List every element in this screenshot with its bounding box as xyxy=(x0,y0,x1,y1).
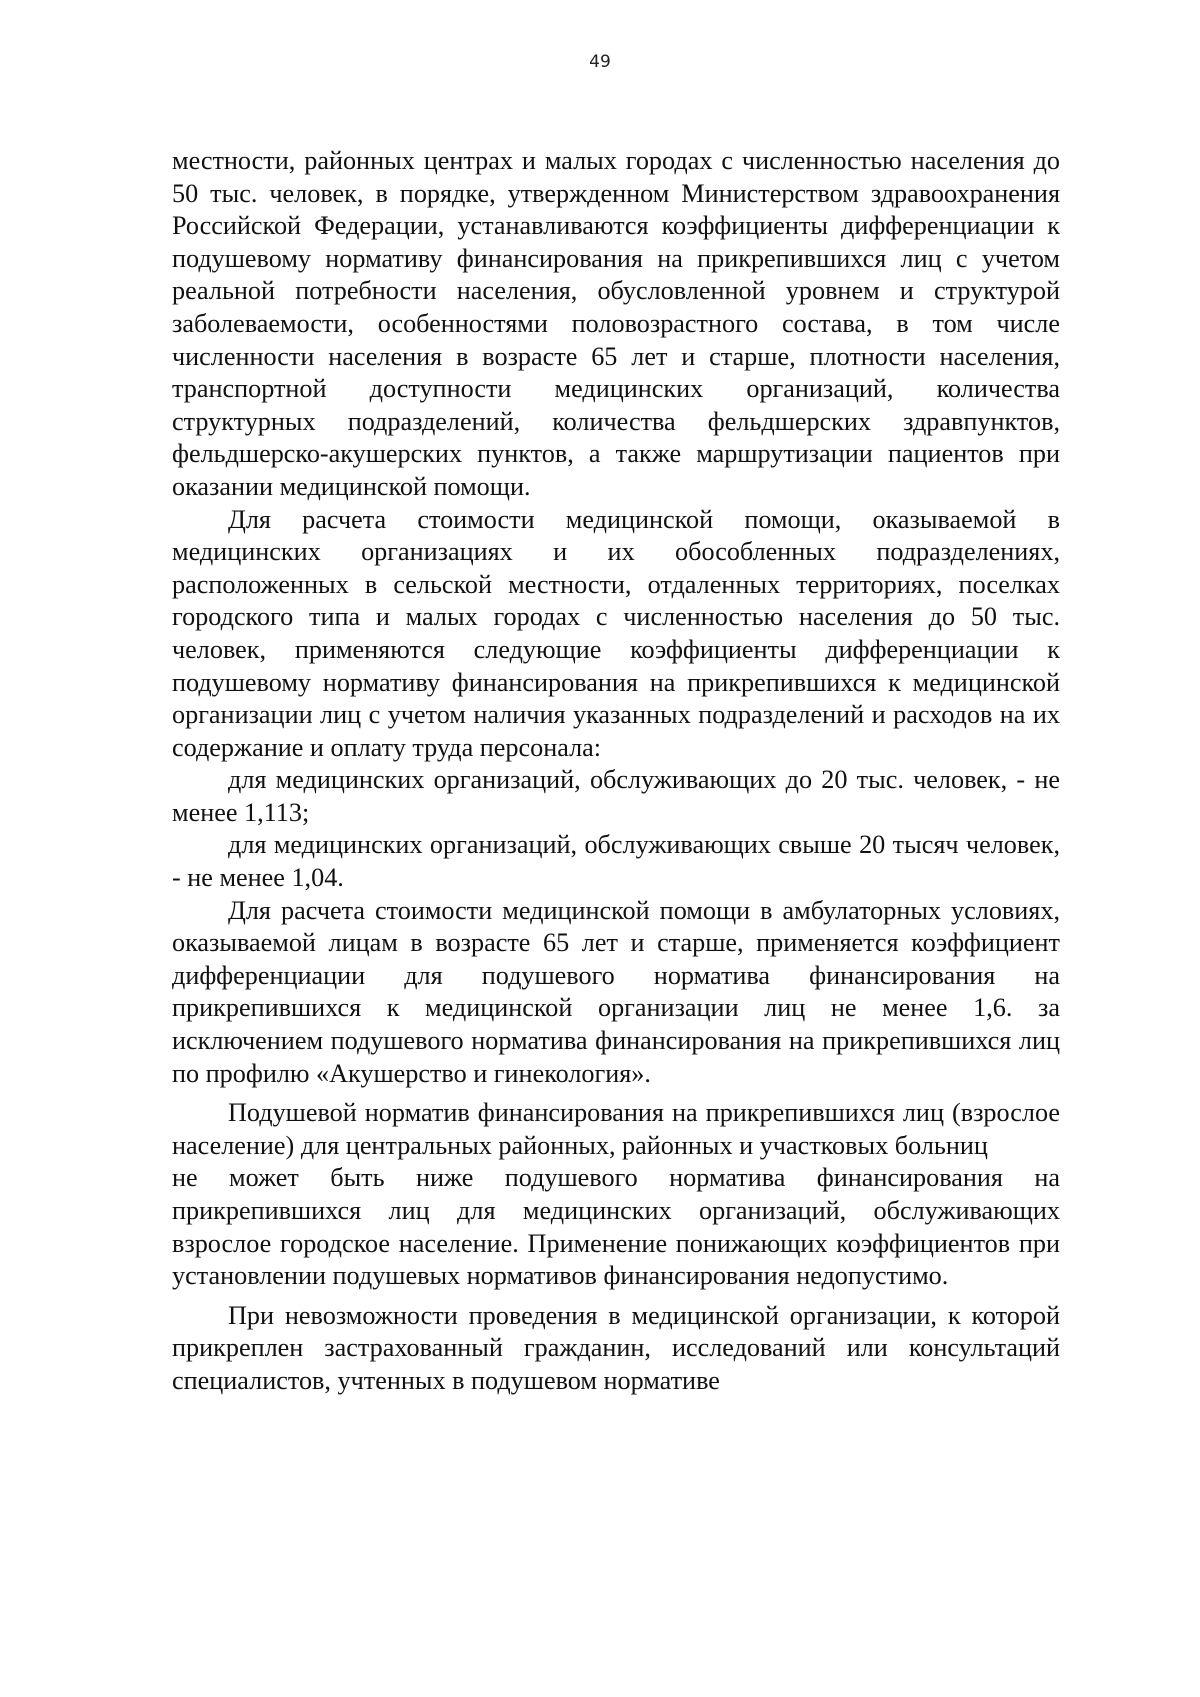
paragraph-up-to-20k: для медицинских организаций, обслуживающих до 20 тыс. человек, - не менее 1,113; xyxy=(172,765,1060,827)
paragraph-continuation: местности, районных центрах и малых городах с численностью населения до 50 тыс. человек, в порядке, утвержденном Министерством здравоохранения Российской Федерации, устанавливаются коэффициенты дифференциации к подушевому нормативу финансирования на прикрепившихся лиц с учетом реальной потребности населения, обусловленной уровнем и структурой заболеваемости, особенностями половозрастного состава, в том числе численности населения в возрасте 65 лет и старше, плотности населения, транспортной доступности медицинских организаций, количества структурных подразделений, количества фельдшерских здравпунктов, фельдшерско-акушерских пунктов, а также маршрутизации пациентов при оказании медицинской помощи. xyxy=(172,146,1060,501)
document-body xyxy=(172,145,1060,1398)
paragraph-rural-hospitals-cont: не может быть ниже подушевого норматива финансирования на прикрепившихся лиц для медицинских организаций, обслуживающих взрослое городское население. Применение понижающих коэффициентов при установлении подушевых нормативов финансирования недопустимо. xyxy=(172,1163,1060,1291)
paragraph-coefficients-rural: Для расчета стоимости медицинской помощи, оказываемой в медицинских организациях и их обособленных подразделениях, расположенных в сельской местности, отдаленных территориях, поселках городского типа и малых городах с численностью населения до 50 тыс. человек, применяются следующие коэффициенты дифференциации к подушевому нормативу финансирования на прикрепившихся к медицинской организации лиц с учетом наличия указанных подразделений и расходов на их содержание и оплату труда персонала: xyxy=(172,504,1060,762)
page-number: 49 xyxy=(589,52,611,72)
paragraph-rural-hospitals: Подушевой норматив финансирования на прикрепившихся лиц (взрослое население) для центральных районных, районных и участковых больниц xyxy=(172,1098,1060,1160)
paragraph-impossibility: При невозможности проведения в медицинской организации, к которой прикреплен застрахованный гражданин, исследований или консультаций специалистов, учтенных в подушевом нормативе xyxy=(172,1300,1060,1395)
paragraph-65-plus: Для расчета стоимости медицинской помощи в амбулаторных условиях, оказываемой лицам в возрасте 65 лет и старше, применяется коэффициент дифференциации для подушевого норматива финансирования на прикрепившихся к медицинской организации лиц не менее 1,6. за исключением подушевого норматива финансирования на прикрепившихся лиц по профилю «Акушерство и гинекология». xyxy=(172,895,1060,1088)
paragraph-over-20k: для медицинских организаций, обслуживающих свыше 20 тысяч человек, - не менее 1,04. xyxy=(172,830,1060,893)
